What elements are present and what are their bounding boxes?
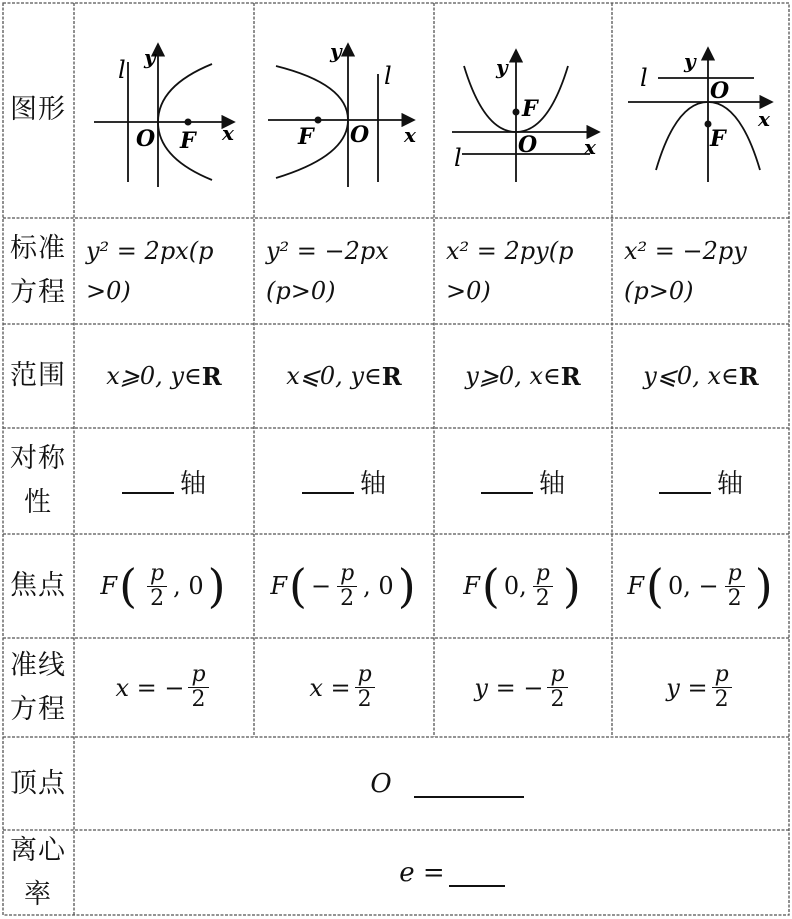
directrix-lhs: x = −	[115, 673, 185, 702]
parabola-figure-down	[612, 2, 790, 218]
numerator: p	[725, 562, 745, 587]
directrix-lhs: y = −	[474, 673, 544, 702]
eccentricity-label: e =	[399, 858, 445, 888]
eccentricity-cell	[74, 830, 790, 916]
header-text: 范围	[10, 360, 66, 391]
directrix-cell-3	[434, 638, 612, 737]
focus-cell-3	[434, 534, 612, 638]
label-focus: F	[298, 124, 314, 150]
fraction	[725, 562, 745, 611]
directrix-cell-1	[74, 638, 254, 737]
equation-line: (p>0)	[266, 277, 336, 305]
directrix-lhs: y =	[666, 673, 708, 702]
equation-line: y² = 2px(p	[86, 237, 214, 265]
vertex-blank[interactable]	[414, 770, 524, 798]
parabola-figure-up	[434, 2, 612, 218]
right-paren: )	[562, 559, 581, 613]
focus-before: 0,	[503, 572, 527, 600]
focus-cell-4	[612, 534, 790, 638]
header-text: 顶点	[10, 767, 66, 799]
numerator: p	[337, 562, 357, 587]
parabola-figure-right	[74, 2, 254, 218]
symmetry-cell-4	[612, 428, 790, 534]
parabola-figure-left	[254, 2, 434, 218]
left-paren: (	[119, 559, 138, 613]
denominator: 2	[150, 585, 165, 611]
equation-line: x² = −2py	[624, 237, 747, 265]
denominator: 2	[357, 687, 372, 712]
header-text: 方程	[10, 693, 66, 725]
label-origin: O	[136, 126, 156, 152]
right-paren: )	[754, 559, 773, 613]
label-y: y	[684, 49, 696, 73]
fraction	[547, 663, 567, 712]
standard-equation-cell-3	[434, 218, 612, 324]
header-text: 率	[24, 879, 52, 910]
real-set-symbol: R	[738, 361, 759, 391]
left-paren: (	[481, 559, 500, 613]
header-text: 焦点	[10, 570, 66, 601]
denominator: 2	[340, 585, 355, 611]
axis-suffix: 轴	[538, 468, 565, 499]
standard-equation-cell-1	[74, 218, 254, 324]
left-paren: (	[646, 559, 664, 613]
row-header-figure	[2, 2, 74, 218]
equation-line: (p>0)	[624, 277, 694, 305]
vertex-cell	[74, 737, 790, 830]
directrix-cell-4	[612, 638, 790, 737]
row-header-focus	[2, 534, 74, 638]
focus-before: −	[310, 572, 332, 600]
denominator: 2	[714, 687, 729, 712]
range-text: y⩾0, x∈	[465, 362, 561, 390]
axis-suffix: 轴	[716, 468, 743, 499]
header-text: 准线	[10, 649, 66, 681]
row-header-standard-equation	[2, 218, 74, 324]
fraction	[533, 562, 553, 611]
row-header-range	[2, 324, 74, 428]
symmetry-cell-1	[74, 428, 254, 534]
header-text: 性	[24, 487, 52, 518]
left-paren: (	[289, 559, 307, 613]
row-header-symmetry	[2, 428, 74, 534]
fraction	[355, 663, 375, 712]
fraction	[712, 663, 732, 712]
row-header-vertex	[2, 737, 74, 830]
symmetry-blank[interactable]	[122, 468, 174, 494]
range-cell-2	[254, 324, 434, 428]
directrix-cell-2	[254, 638, 434, 737]
label-focus: F	[522, 96, 538, 122]
focus-prefix: F	[100, 572, 118, 600]
range-cell-3	[434, 324, 612, 428]
real-set-symbol: R	[201, 361, 222, 391]
parabola-curve	[276, 66, 348, 178]
directrix-lhs: x =	[309, 673, 351, 702]
numerator: p	[547, 663, 567, 688]
label-l: l	[454, 144, 462, 172]
fraction	[147, 562, 167, 611]
vertex-label: O	[370, 768, 392, 799]
header-text: 方程	[10, 277, 66, 308]
numerator: p	[355, 663, 375, 688]
header-text: 离心	[10, 835, 66, 866]
label-focus: F	[180, 128, 196, 154]
range-text: x⩽0, y∈	[286, 362, 382, 390]
axis-suffix: 轴	[179, 468, 206, 499]
numerator: p	[147, 562, 167, 587]
label-origin: O	[350, 122, 370, 148]
symmetry-blank[interactable]	[481, 468, 533, 494]
fraction	[337, 562, 357, 611]
focus-after: , 0	[363, 572, 394, 600]
label-x: x	[404, 123, 416, 147]
denominator: 2	[550, 687, 565, 712]
symmetry-blank[interactable]	[659, 468, 711, 494]
equation-line: >0)	[446, 277, 491, 305]
focus-after: , 0	[173, 572, 204, 600]
label-l: l	[384, 62, 392, 90]
label-x: x	[222, 121, 234, 145]
parabola-properties-table	[2, 2, 790, 916]
equation-line: y² = −2px	[266, 237, 389, 265]
header-text: 标准	[10, 233, 66, 264]
numerator: p	[188, 663, 208, 688]
standard-equation-cell-2	[254, 218, 434, 324]
label-focus: F	[710, 126, 726, 152]
axis-suffix: 轴	[359, 468, 386, 499]
range-cell-1	[74, 324, 254, 428]
row-header-directrix	[2, 638, 74, 737]
focus-prefix: F	[627, 572, 644, 600]
header-text: 对称	[10, 443, 66, 474]
focus-before: 0, −	[667, 572, 719, 600]
right-paren: )	[397, 559, 416, 613]
equation-line: >0)	[86, 277, 131, 305]
label-l: l	[640, 64, 648, 92]
focus-cell-1	[74, 534, 254, 638]
denominator: 2	[727, 585, 742, 611]
focus-point	[185, 119, 192, 126]
label-y: y	[144, 45, 156, 69]
header-text: 图形	[10, 94, 66, 125]
standard-equation-cell-4	[612, 218, 790, 324]
fraction	[188, 663, 208, 712]
focus-cell-2	[254, 534, 434, 638]
label-l: l	[118, 56, 126, 84]
symmetry-cell-3	[434, 428, 612, 534]
focus-point	[513, 109, 520, 116]
equation-line: x² = 2py(p	[446, 237, 574, 265]
label-y: y	[496, 55, 508, 79]
denominator: 2	[191, 687, 206, 712]
range-text: x⩾0, y∈	[106, 362, 202, 390]
symmetry-blank[interactable]	[302, 468, 354, 494]
label-origin: O	[710, 78, 730, 104]
eccentricity-blank[interactable]	[449, 859, 505, 887]
range-text: y⩽0, x∈	[643, 362, 739, 390]
numerator: p	[712, 663, 732, 688]
symmetry-cell-2	[254, 428, 434, 534]
focus-point	[315, 117, 322, 124]
numerator: p	[533, 562, 553, 587]
label-y: y	[330, 39, 342, 63]
right-paren: )	[207, 559, 226, 613]
real-set-symbol: R	[381, 361, 402, 391]
focus-prefix: F	[463, 572, 480, 600]
label-origin: O	[518, 132, 538, 158]
denominator: 2	[535, 585, 550, 611]
row-header-eccentricity	[2, 830, 74, 916]
real-set-symbol: R	[560, 361, 581, 391]
range-cell-4	[612, 324, 790, 428]
label-x: x	[584, 135, 596, 159]
label-x: x	[758, 107, 770, 131]
focus-prefix: F	[270, 572, 287, 600]
